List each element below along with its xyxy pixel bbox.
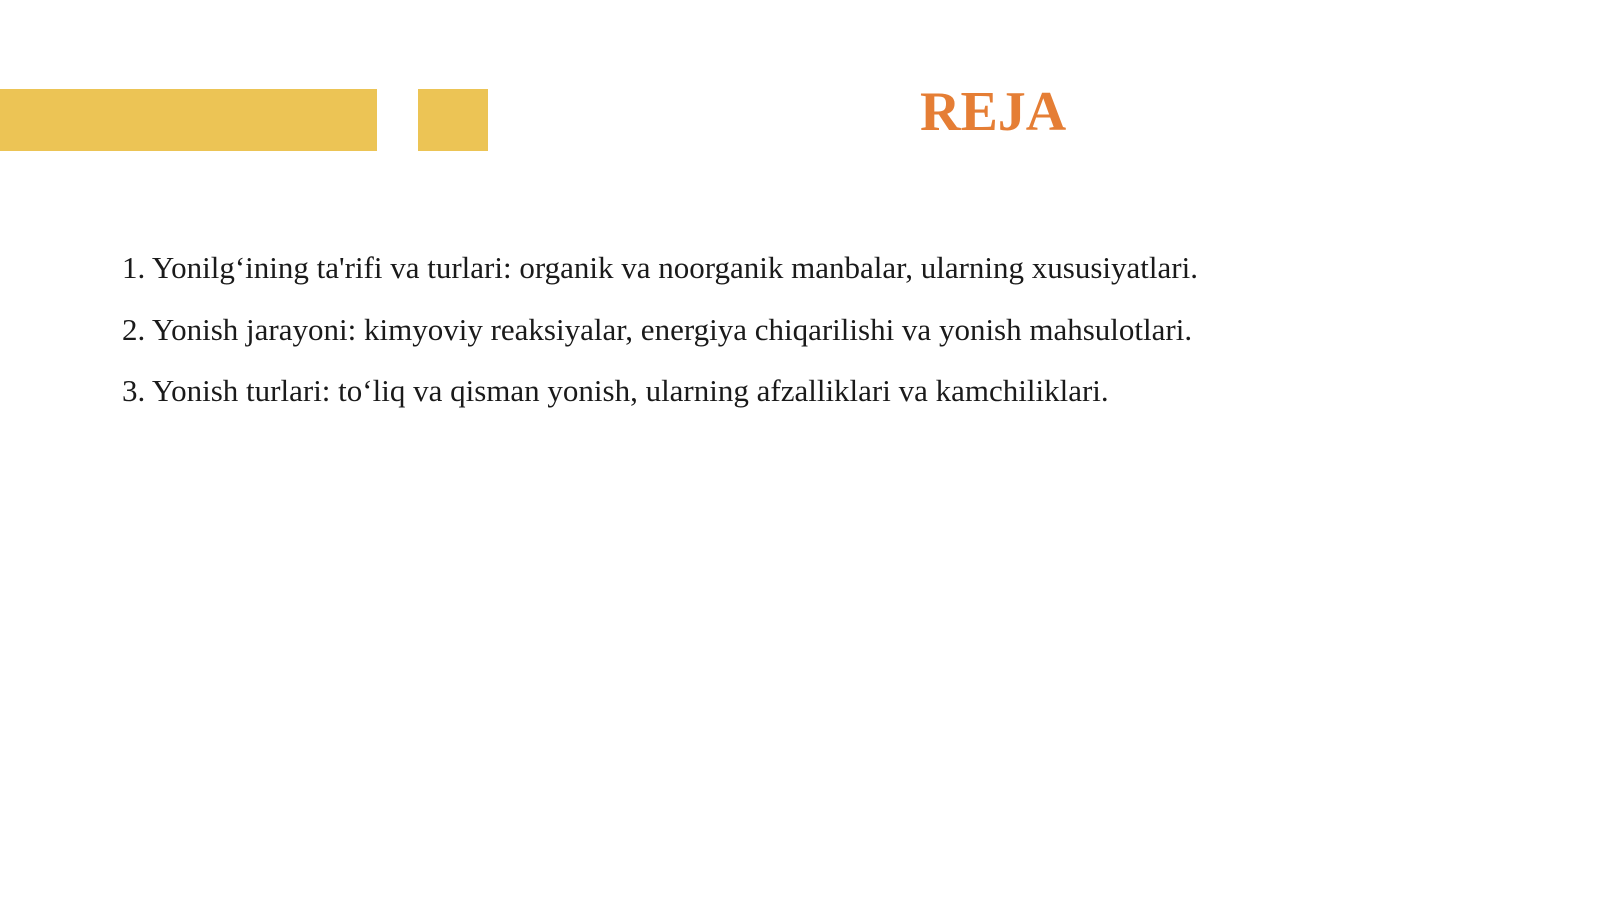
- slide-title: REJA: [920, 81, 1067, 143]
- plan-item-1: 1. Yonilg‘ining ta'rifi va turlari: organik va noorganik manbalar, ularning xususiyatlari.: [122, 250, 1198, 285]
- plan-item-3: 3. Yonish turlari: to‘liq va qisman yonish, ularning afzalliklari va kamchiliklari.: [122, 373, 1109, 408]
- decorative-bar-short: [418, 89, 488, 151]
- decorative-bar-long: [0, 89, 377, 151]
- plan-item-2: 2. Yonish jarayoni: kimyoviy reaksiyalar, energiya chiqarilishi va yonish mahsulotlari.: [122, 311, 1193, 347]
- plan-list: [122, 248, 1522, 433]
